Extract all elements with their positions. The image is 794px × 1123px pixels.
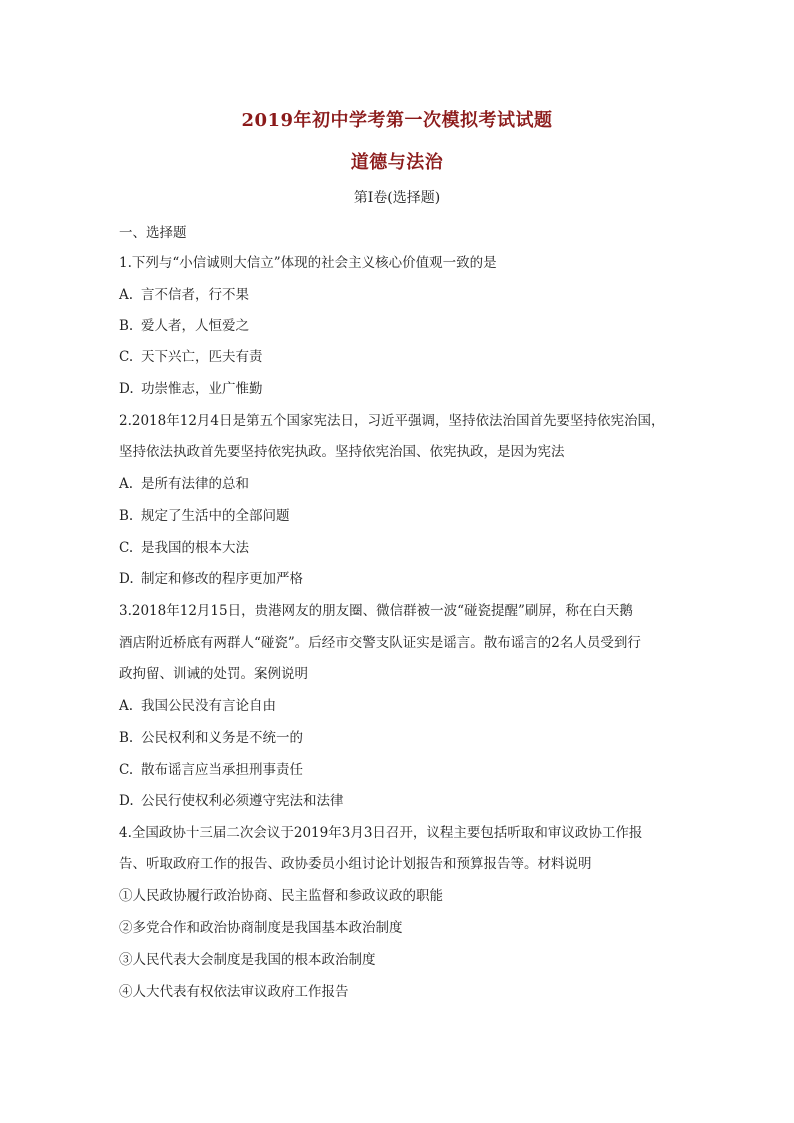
option-letter: D. (119, 381, 134, 397)
question-3-option-c (119, 760, 679, 780)
option-text: 制定和修改的程序更加严格 (141, 571, 303, 587)
exam-title: 2019年初中学考第一次模拟考试试题 (241, 110, 553, 131)
question-1-option-c (119, 347, 679, 367)
option-letter: C. (119, 540, 134, 556)
question-4-statement-2: ②多党合作和政治协商制度是我国基本政治制度 (119, 920, 403, 936)
question-4-stem-line-1: 4.全国政协十三届二次会议于2019年3月3日召开，议程主要包括听取和审议政协工作报 (119, 825, 643, 841)
question-2-option-c (119, 538, 679, 558)
option-text: 公民权利和义务是不统一的 (141, 730, 303, 746)
question-4-stem-line-2: 告、听取政府工作的报告、政协委员小组讨论计划报告和预算报告等。材料说明 (119, 856, 592, 872)
question-2-stem-line-1: 2.2018年12月4日是第五个国家宪法日，习近平强调，坚持依法治国首先要坚持依宪治国， (119, 413, 665, 429)
question-3-stem-line-2: 酒店附近桥底有两群人“碰瓷”。后经市交警支队证实是谣言。散布谣言的2名人员受到行 (119, 635, 641, 651)
option-letter: B. (119, 730, 134, 746)
option-text: 言不信者，行不果 (141, 287, 249, 303)
question-3-option-b (119, 728, 679, 748)
volume-heading: 第Ⅰ卷(选择题) (353, 190, 441, 206)
question-2-stem-line-2: 坚持依法执政首先要坚持依宪执政。坚持依宪治国、依宪执政，是因为宪法 (119, 444, 565, 460)
question-1-stem: 1.下列与“小信诚则大信立”体现的社会主义核心价值观一致的是 (119, 255, 497, 271)
question-4-statement-4: ④人大代表有权依法审议政府工作报告 (119, 984, 349, 1000)
option-text: 是我国的根本大法 (141, 540, 249, 556)
option-letter: D. (119, 793, 134, 809)
option-letter: B. (119, 318, 134, 334)
option-text: 规定了生活中的全部问题 (141, 508, 290, 524)
option-text: 公民行使权利必须遵守宪法和法律 (141, 793, 344, 809)
question-1-option-d (119, 379, 679, 399)
question-2-option-b (119, 506, 679, 526)
question-2-option-d (119, 569, 679, 589)
question-3-option-d (119, 791, 679, 811)
option-letter: C. (119, 349, 134, 365)
option-letter: A. (119, 476, 134, 492)
option-text: 爱人者，人恒爱之 (141, 318, 249, 334)
question-3-stem-line-1: 3.2018年12月15日，贵港网友的朋友圈、微信群被一波“碰瓷提醒”刷屏，称在白天鹅 (119, 603, 633, 619)
question-2-option-a (119, 474, 679, 494)
option-letter: C. (119, 762, 134, 778)
option-letter: A. (119, 287, 134, 303)
option-text: 是所有法律的总和 (141, 476, 249, 492)
option-letter: A. (119, 698, 134, 714)
question-4-statement-3: ③人民代表大会制度是我国的根本政治制度 (119, 952, 376, 968)
subject-title: 道德与法治 (350, 152, 444, 173)
question-3-option-a (119, 696, 679, 716)
option-letter: B. (119, 508, 134, 524)
question-1-option-a (119, 285, 679, 305)
option-text: 功崇惟志，业广惟勤 (141, 381, 263, 397)
question-4-statement-1: ①人民政协履行政治协商、民主监督和参政议政的职能 (119, 888, 443, 904)
option-text: 我国公民没有言论自由 (141, 698, 276, 714)
section-heading: 一、选择题 (119, 225, 187, 241)
option-text: 天下兴亡，匹夫有责 (141, 349, 263, 365)
option-text: 散布谣言应当承担刑事责任 (141, 762, 303, 778)
option-letter: D. (119, 571, 134, 587)
question-3-stem-line-3: 政拘留、训诫的处罚。案例说明 (119, 666, 308, 682)
question-1-option-b (119, 316, 679, 336)
